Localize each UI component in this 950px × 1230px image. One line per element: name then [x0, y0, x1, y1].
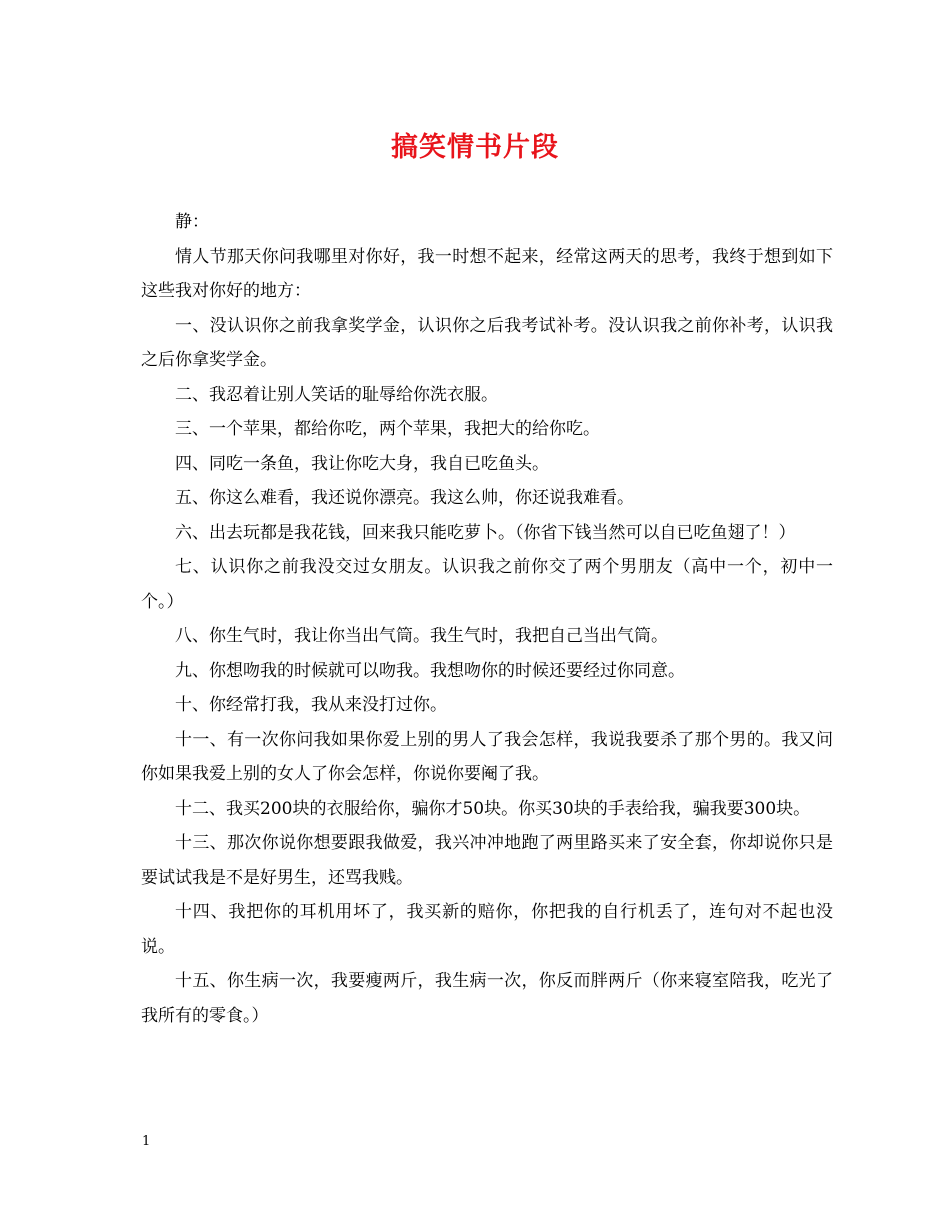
list-item: 七、认识你之前我没交过女朋友。认识我之前你交了两个男朋友（高中一个，初中一个。） — [141, 557, 833, 612]
list-item: 三、一个苹果，都给你吃，两个苹果，我把大的给你吃。 — [175, 419, 600, 439]
list-item: 十一、有一次你问我如果你爱上别的男人了我会怎样，我说我要杀了那个男的。我又问你如果我爱上别的女人了你会怎样，你说你要阉了我。 — [141, 729, 833, 784]
list-item: 十、你经常打我，我从来没打过你。 — [175, 695, 447, 715]
list-item: 十二、我买200块的衣服给你，骗你才50块。你买30块的手表给我，骗我要300块。 — [175, 798, 811, 819]
list-item: 十四、我把你的耳机用坏了，我买新的赔你，你把我的自行机丢了，连句对不起也没说。 — [141, 902, 833, 957]
list-item: 十三、那次你说你想要跟我做爱，我兴冲冲地跑了两里路买来了安全套，你却说你只是要试试我是不是好男生，还骂我贱。 — [141, 833, 833, 888]
list-item: 一、没认识你之前我拿奖学金，认识你之后我考试补考。没认识我之前你补考，认识我之后你拿奖学金。 — [141, 315, 833, 370]
salutation: 静： — [175, 212, 209, 232]
list-item: 九、你想吻我的时候就可以吻我。我想吻你的时候还要经过你同意。 — [175, 660, 685, 681]
document-title: 搞笑情书片段 — [391, 132, 559, 163]
list-item: 五、你这么难看，我还说你漂亮。我这么帅，你还说我难看。 — [175, 488, 634, 508]
list-item: 二、我忍着让别人笑话的耻辱给你洗衣服。 — [175, 384, 498, 405]
document-body — [141, 205, 833, 1033]
list-item: 十五、你生病一次，我要瘦两斤，我生病一次，你反而胖两斤（你来寝室陪我，吃光了我所有的零食。） — [141, 971, 833, 1026]
list-item: 六、出去玩都是我花钱，回来我只能吃萝卜。（你省下钱当然可以自已吃鱼翅了！） — [175, 522, 796, 543]
list-item: 四、同吃一条鱼，我让你吃大身，我自已吃鱼头。 — [175, 453, 549, 474]
list-item: 八、你生气时，我让你当出气筒。我生气时，我把自己当出气筒。 — [175, 626, 668, 646]
page-number: 1 — [142, 1134, 151, 1149]
intro-paragraph: 情人节那天你问我哪里对你好，我一时想不起来，经常这两天的思考，我终于想到如下这些我对你好的地方： — [141, 246, 833, 301]
